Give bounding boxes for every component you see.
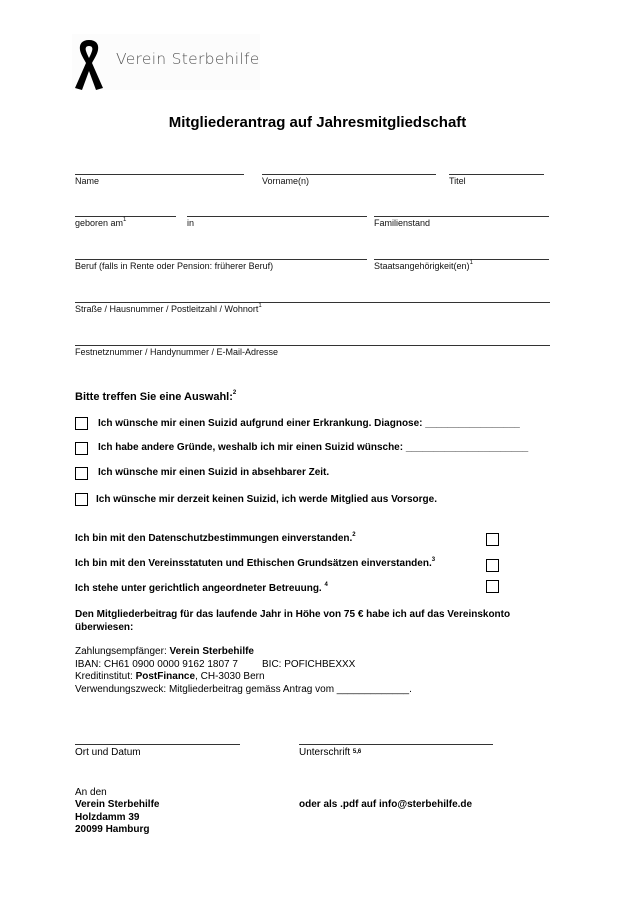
consent-betreuung-text: Ich stehe unter gerichtlich angeordneter Betreuung. (75, 583, 325, 594)
option-andere-gruende: Ich habe andere Gründe, weshalb ich mir einen Suizid wünsche: ______________________ (98, 442, 529, 453)
payment-purpose: Verwendungszweck: Mitgliederbeitrag gemäss Antrag vom _____________. (75, 684, 412, 695)
selection-heading-text: Bitte treffen Sie eine Auswahl: (75, 391, 233, 403)
ort-datum-label: Ort und Datum (75, 747, 141, 758)
recipient-value: Verein Sterbehilfe (169, 646, 254, 657)
footnote-ref: 4 (324, 582, 328, 588)
option-checkbox-andere-gruende[interactable] (75, 442, 88, 455)
geburtsort-field[interactable] (187, 216, 367, 217)
consent-datenschutz (75, 533, 356, 544)
geboren-label-text: geboren am (75, 218, 124, 228)
name-label: Name (75, 176, 100, 186)
staat-label (374, 261, 473, 271)
consent-betreuung (75, 583, 328, 594)
selection-heading (75, 391, 236, 403)
in-label: in (187, 218, 195, 228)
logo-text: Verein Sterbehilfe (116, 50, 260, 68)
familienstand-field[interactable] (374, 216, 549, 217)
email-alternative: oder als .pdf auf info@sterbehilfe.de (299, 799, 473, 810)
payment-recipient (75, 646, 254, 658)
address-org: Verein Sterbehilfe (75, 799, 160, 810)
adresse-field[interactable] (75, 302, 550, 303)
recipient-label: Zahlungsempfänger: (75, 646, 170, 657)
footnote-ref: 2 (352, 532, 356, 538)
address-street: Holzdamm 39 (75, 812, 140, 823)
titel-label: Titel (449, 176, 466, 186)
kontakt-label: Festnetznummer / Handynummer / E-Mail-Adresse (75, 347, 279, 357)
bank-name: PostFinance (135, 671, 196, 682)
consent-checkbox-betreuung[interactable] (486, 580, 499, 593)
consent-statuten (75, 558, 435, 569)
vorname-field[interactable] (262, 174, 436, 175)
adresse-label-text: Straße / Hausnummer / Postleitzahl / Wohnort (75, 304, 259, 314)
consent-statuten-text: Ich bin mit den Vereinsstatuten und Ethischen Grundsätzen einverstanden. (75, 558, 432, 569)
ort-datum-field[interactable] (75, 744, 240, 745)
page-title: Mitgliederantrag auf Jahresmitgliedschaft (168, 114, 467, 131)
bank-label: Kreditinstitut: (75, 671, 136, 682)
footnote-ref: 1 (123, 217, 127, 223)
address-city: 20099 Hamburg (75, 824, 150, 835)
name-field[interactable] (75, 174, 244, 175)
option-checkbox-erkrankung[interactable] (75, 417, 88, 430)
beruf-label: Beruf (falls in Rente oder Pension: früherer Beruf) (75, 261, 274, 271)
payment-statement-line2: überwiesen: (75, 622, 134, 633)
option-erkrankung: Ich wünsche mir einen Suizid aufgrund einer Erkrankung. Diagnose: _________________ (98, 418, 520, 429)
payment-statement-line1: Den Mitgliederbeitrag für das laufende Jahr in Höhe von 75 € habe ich auf das Vereinskonto (75, 609, 511, 620)
consent-checkbox-statuten[interactable] (486, 559, 499, 572)
footnote-ref: 3 (431, 557, 436, 563)
staat-field[interactable] (374, 259, 549, 260)
payment-iban: IBAN: CH61 0900 0000 9162 1807 7 (75, 659, 238, 670)
payment-bank (75, 671, 265, 683)
address-an-den: An den (75, 787, 107, 798)
footnote-ref: 1 (258, 303, 262, 309)
adresse-label (75, 304, 262, 314)
consent-datenschutz-text: Ich bin mit den Datenschutzbestimmungen einverstanden. (75, 533, 353, 544)
familienstand-label: Familienstand (374, 218, 431, 228)
black-ribbon-icon (74, 38, 104, 92)
unterschrift-label-text: Unterschrift (299, 747, 353, 758)
unterschrift-field[interactable] (299, 744, 493, 745)
bank-rest: , CH-3030 Bern (195, 671, 265, 682)
footnote-ref: 5,6 (352, 749, 362, 755)
option-absehbarer-zeit: Ich wünsche mir einen Suizid in absehbarer Zeit. (98, 467, 330, 478)
footnote-ref: 1 (469, 260, 473, 266)
consent-checkbox-datenschutz[interactable] (486, 533, 499, 546)
beruf-field[interactable] (75, 259, 367, 260)
option-checkbox-absehbarer-zeit[interactable] (75, 467, 88, 480)
option-vorsorge: Ich wünsche mir derzeit keinen Suizid, ich werde Mitglied aus Vorsorge. (96, 494, 438, 505)
payment-bic: BIC: POFICHBEXXX (262, 659, 356, 670)
geboren-label (75, 218, 126, 228)
unterschrift-label (299, 747, 361, 759)
titel-field[interactable] (449, 174, 544, 175)
vorname-label: Vorname(n) (262, 176, 310, 186)
footnote-ref: 2 (232, 390, 237, 396)
kontakt-field[interactable] (75, 345, 550, 346)
option-checkbox-vorsorge[interactable] (75, 493, 88, 506)
staat-label-text: Staatsangehörigkeit(en) (374, 261, 470, 271)
